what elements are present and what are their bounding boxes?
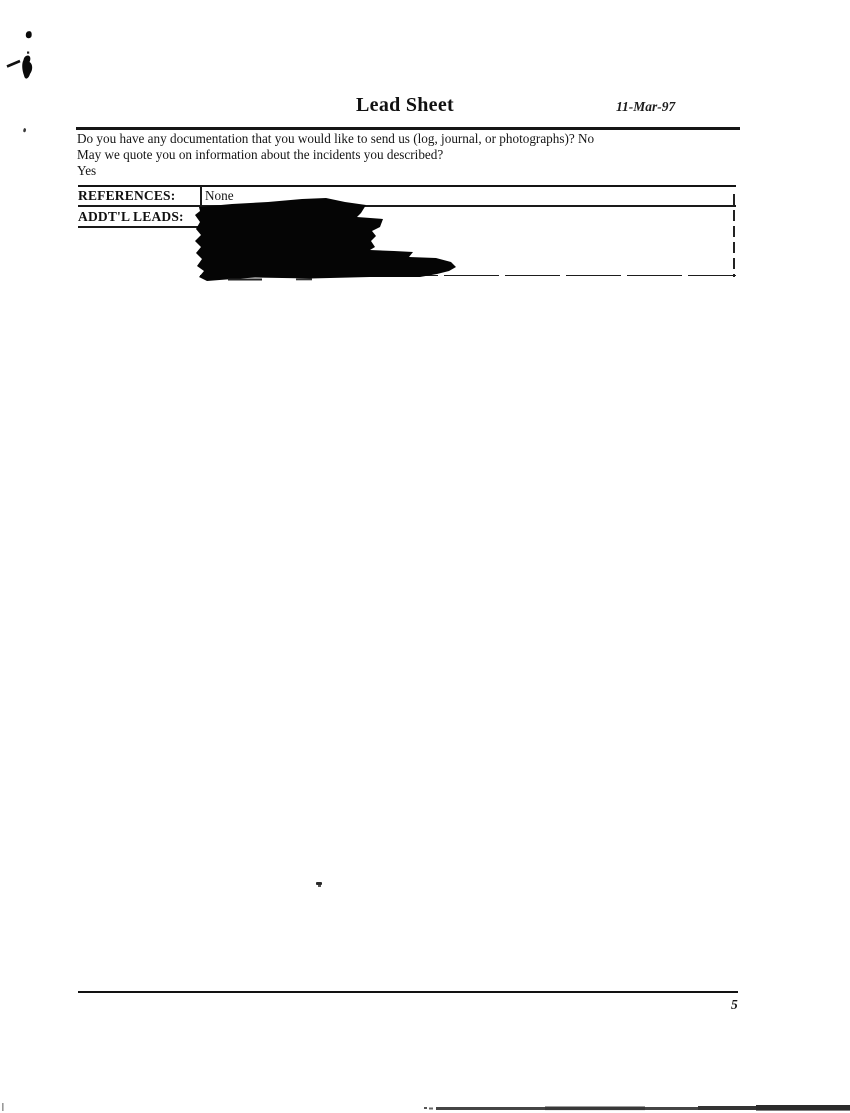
header-rule bbox=[76, 127, 740, 130]
leads-cell-right-border bbox=[733, 194, 735, 277]
questions-block bbox=[77, 131, 697, 179]
references-value: None bbox=[205, 188, 234, 203]
page-number: 5 bbox=[731, 997, 738, 1012]
leads-label-bottom-rule bbox=[78, 226, 206, 228]
table-top-rule bbox=[78, 185, 736, 187]
scan-edge-artifact bbox=[0, 1099, 850, 1113]
addtl-leads-label: ADDT'L LEADS: bbox=[78, 209, 184, 224]
redaction-block bbox=[190, 195, 460, 285]
footer-rule bbox=[78, 991, 738, 993]
page-title: Lead Sheet bbox=[356, 94, 454, 116]
question-documentation: Do you have any documentation that you would like to send us (log, journal, or photographs)? No bbox=[77, 131, 595, 146]
question-quote: May we quote you on information about the incidents you described? bbox=[77, 147, 444, 162]
ink-smudge-marks bbox=[0, 0, 60, 150]
references-label: REFERENCES: bbox=[78, 188, 176, 203]
answer-yes: Yes bbox=[77, 163, 97, 178]
document-date: 11-Mar-97 bbox=[616, 99, 676, 114]
scan-speck bbox=[316, 882, 322, 885]
